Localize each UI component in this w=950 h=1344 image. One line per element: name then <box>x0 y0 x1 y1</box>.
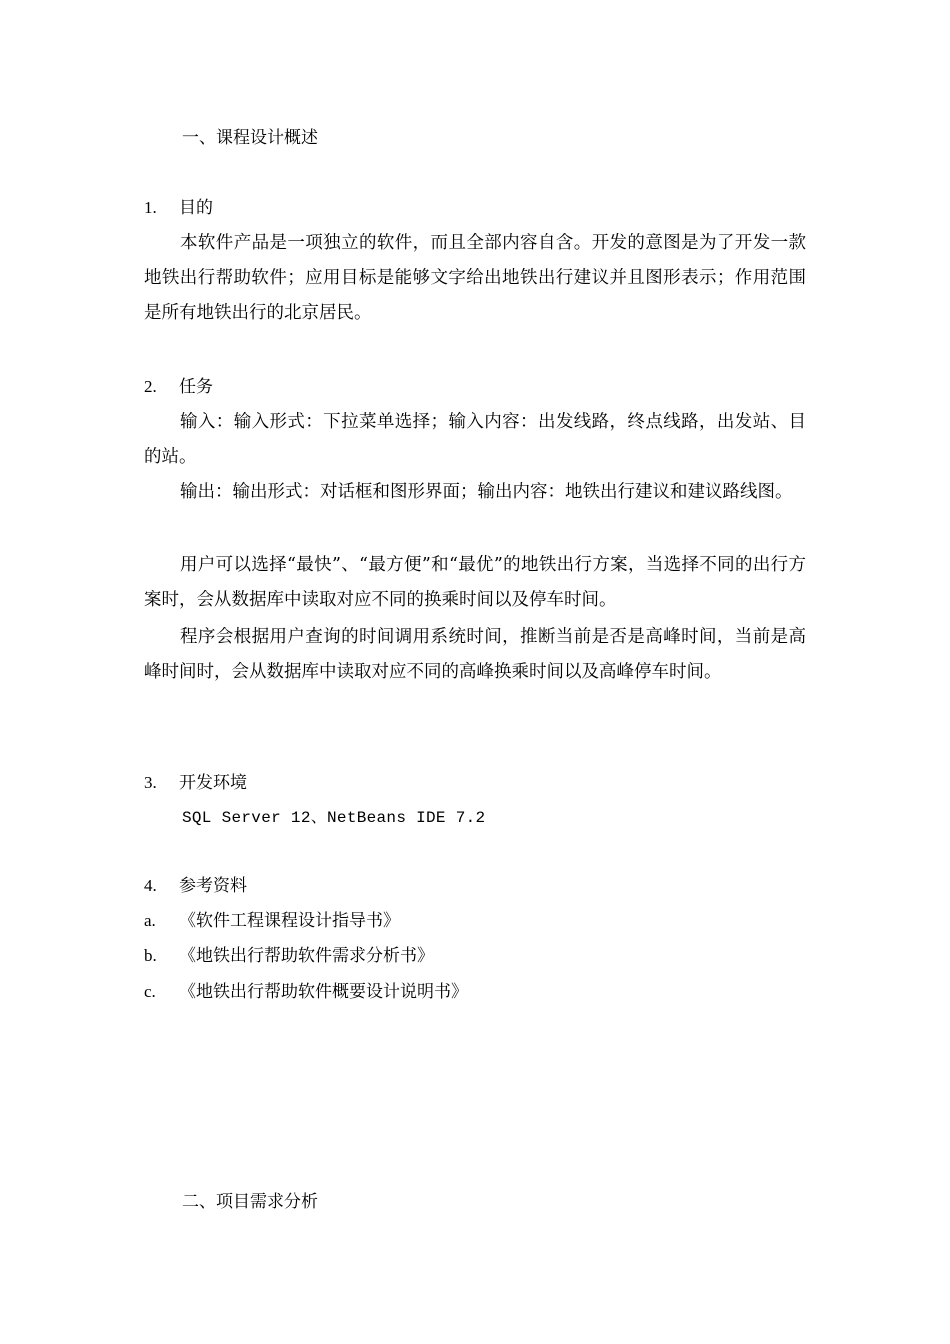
item-1-title: 目的 <box>179 198 213 218</box>
ref-c-label: c. <box>144 982 156 1001</box>
item-2-title: 任务 <box>179 377 213 397</box>
item-1-number: 1. <box>144 198 157 217</box>
item-2-paragraph-options: 用户可以选择“最快”、“最方便”和“最优”的地铁出行方案，当选择不同的出行方案时，会从数据库中读取对应不同的换乘时间以及停车时间。 <box>144 555 806 610</box>
ref-a-label: a. <box>144 911 156 930</box>
item-4-title: 参考资料 <box>179 876 247 896</box>
item-3-title: 开发环境 <box>179 773 247 793</box>
dev-environment-text: SQL Server 12、NetBeans IDE 7.2 <box>182 809 486 827</box>
item-3-number: 3. <box>144 773 157 792</box>
section-1-heading: 一、课程设计概述 <box>182 128 318 148</box>
item-2-paragraph-output: 输出：输出形式：对话框和图形界面；输出内容：地铁出行建议和建议路线图。 <box>180 482 793 502</box>
ref-b-text: 《地铁出行帮助软件需求分析书》 <box>179 946 434 966</box>
section-2-heading: 二、项目需求分析 <box>182 1192 318 1212</box>
item-2-paragraph-peak: 程序会根据用户查询的时间调用系统时间，推断当前是否是高峰时间，当前是高峰时间时，会从数据库中读取对应不同的高峰换乘时间以及高峰停车时间。 <box>144 627 806 682</box>
item-2-paragraph-input: 输入：输入形式：下拉菜单选择；输入内容：出发线路，终点线路，出发站、目的站。 <box>144 412 806 467</box>
item-4-number: 4. <box>144 876 157 895</box>
ref-c-text: 《地铁出行帮助软件概要设计说明书》 <box>179 982 468 1002</box>
item-2-number: 2. <box>144 377 157 396</box>
ref-a-text: 《软件工程课程设计指导书》 <box>179 911 400 931</box>
item-1-paragraph: 本软件产品是一项独立的软件，而且全部内容自含。开发的意图是为了开发一款地铁出行帮助软件；应用目标是能够文字给出地铁出行建议并且图形表示；作用范围是所有地铁出行的北京居民。 <box>144 233 806 323</box>
ref-b-label: b. <box>144 946 157 965</box>
